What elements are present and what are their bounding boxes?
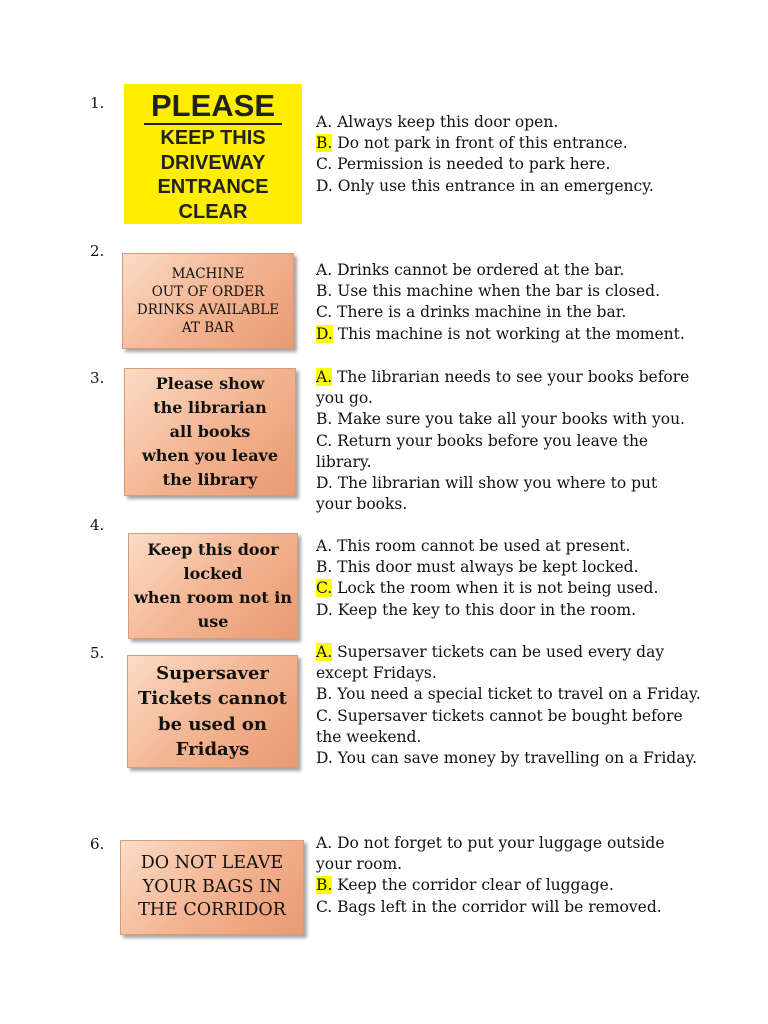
answer-option-b xyxy=(316,133,654,154)
question-number: 4. xyxy=(90,516,105,534)
answer-option-b xyxy=(316,684,701,705)
sign-driveway-clear xyxy=(124,84,302,224)
option-text: Do not park in front of this entrance. xyxy=(337,134,628,153)
question-number: 6. xyxy=(90,835,105,853)
answer-options xyxy=(316,536,658,621)
option-text: Keep the corridor clear of luggage. xyxy=(337,876,614,895)
option-letter: A. xyxy=(316,834,333,852)
option-text: This room cannot be used at present. xyxy=(337,537,631,555)
answer-options xyxy=(316,367,689,515)
question-number: 5. xyxy=(90,644,105,662)
sign-text: AT BAR xyxy=(181,320,235,336)
answer-option-a xyxy=(316,260,685,281)
sign-text: locked xyxy=(183,564,243,583)
option-letter: A. xyxy=(316,261,333,279)
sign-text: OUT OF ORDER xyxy=(151,284,265,300)
option-text: Use this machine when the bar is closed. xyxy=(337,282,661,301)
answer-option-b xyxy=(316,875,665,896)
option-letter: A. xyxy=(316,537,333,555)
sign-text: MACHINE xyxy=(171,266,245,282)
sign-text: the library xyxy=(162,470,258,489)
option-letter: B. xyxy=(316,685,333,704)
option-text: Return your books before you leave the xyxy=(337,431,649,450)
answer-options xyxy=(316,833,665,918)
answer-option-d xyxy=(316,473,689,494)
question-number: 1. xyxy=(90,94,105,112)
option-text: Do not forget to put your luggage outside xyxy=(337,834,665,852)
answer-options xyxy=(316,642,701,769)
sign-text: Supersaver xyxy=(156,662,269,684)
option-letter: C. xyxy=(316,897,333,916)
answer-option-d xyxy=(316,324,685,345)
sign-text: Please show xyxy=(155,374,265,393)
option-text: Supersaver tickets cannot be bought before xyxy=(337,706,683,725)
question-number: 2. xyxy=(90,242,105,260)
answer-option-a xyxy=(316,112,654,133)
option-letter: D. xyxy=(316,176,333,195)
answer-option-b xyxy=(316,409,689,430)
sign-text: PLEASE xyxy=(150,88,276,123)
sign-text: use xyxy=(197,612,229,631)
sign-text: Tickets cannot xyxy=(138,688,287,709)
option-text: This machine is not working at the moment. xyxy=(337,324,685,343)
answer-option-a xyxy=(316,367,689,388)
answer-options xyxy=(316,260,685,345)
sign-text: all books xyxy=(169,422,251,441)
option-letter-highlighted: A. xyxy=(316,643,333,661)
option-text-continued: you go. xyxy=(316,389,373,408)
option-letter: D. xyxy=(316,600,333,619)
option-text-continued: library. xyxy=(316,452,372,471)
option-text: Drinks cannot be ordered at the bar. xyxy=(337,261,625,279)
option-letter-highlighted: D. xyxy=(316,324,333,343)
option-text-continued: except Fridays. xyxy=(316,664,437,683)
sign-text: be used on xyxy=(158,713,267,735)
option-letter: C. xyxy=(316,706,333,725)
option-letter: C. xyxy=(316,303,333,322)
option-text: Always keep this door open. xyxy=(337,113,559,131)
answer-option-d xyxy=(316,176,654,197)
option-letter-highlighted: A. xyxy=(316,368,333,386)
sign-text: the librarian xyxy=(153,398,267,417)
option-text: Supersaver tickets can be used every day xyxy=(337,643,665,661)
answer-option-a xyxy=(316,833,665,854)
sign-keep-door-locked xyxy=(128,533,298,639)
option-text: The librarian will show you where to put xyxy=(337,474,658,493)
option-letter: C. xyxy=(316,155,333,174)
sign-text: when you leave xyxy=(141,446,279,465)
sign-text: THE CORRIDOR xyxy=(138,900,286,921)
option-text: Permission is needed to park here. xyxy=(337,155,611,174)
sign-text: Keep this door xyxy=(147,540,279,559)
option-text-continued: your room. xyxy=(316,855,403,874)
option-text: Only use this entrance in an emergency. xyxy=(337,176,654,195)
answer-option-c xyxy=(316,154,654,175)
answer-option-c xyxy=(316,302,685,323)
option-text: Bags left in the corridor will be removed. xyxy=(337,897,662,916)
option-text: Make sure you take all your books with you. xyxy=(337,410,685,429)
option-letter-highlighted: B. xyxy=(316,876,333,895)
option-letter: D. xyxy=(316,474,333,493)
answer-option-c xyxy=(316,897,665,918)
option-letter: B. xyxy=(316,282,333,301)
sign-text: CLEAR xyxy=(178,200,248,223)
sign-machine-out-of-order xyxy=(122,253,294,349)
option-text: You need a special ticket to travel on a Friday. xyxy=(337,685,701,704)
answer-option-c xyxy=(316,578,658,599)
answer-option-b xyxy=(316,281,685,302)
answer-option-c xyxy=(316,706,701,727)
question-number: 3. xyxy=(90,369,105,387)
option-letter: B. xyxy=(316,558,333,577)
option-letter: B. xyxy=(316,410,333,429)
sign-text: KEEP THIS xyxy=(160,127,266,149)
sign-text: when room not in xyxy=(133,588,293,607)
option-text: You can save money by travelling on a Friday. xyxy=(337,749,698,768)
option-letter: C. xyxy=(316,431,333,450)
option-text-continued: your books. xyxy=(316,495,408,514)
answer-option-a xyxy=(316,642,701,663)
answer-options xyxy=(316,112,654,197)
sign-supersaver-tickets xyxy=(127,655,298,768)
option-text: Keep the key to this door in the room. xyxy=(337,600,637,619)
option-letter: A. xyxy=(316,113,333,131)
option-letter-highlighted: C. xyxy=(316,579,333,598)
sign-library-books xyxy=(124,368,296,496)
sign-underline xyxy=(144,123,282,125)
sign-text: YOUR BAGS IN xyxy=(142,876,282,897)
sign-text: DRINKS AVAILABLE xyxy=(136,302,280,318)
option-text: Lock the room when it is not being used. xyxy=(337,579,659,598)
sign-text: Fridays xyxy=(175,739,250,760)
option-letter: D. xyxy=(316,749,333,768)
answer-option-b xyxy=(316,557,658,578)
option-text-continued: the weekend. xyxy=(316,727,422,746)
option-text: This door must always be kept locked. xyxy=(337,558,639,577)
sign-text: ENTRANCE xyxy=(157,176,269,198)
option-text: The librarian needs to see your books before xyxy=(337,368,690,386)
answer-option-c xyxy=(316,431,689,452)
option-text: There is a drinks machine in the bar. xyxy=(337,303,627,322)
sign-do-not-leave-bags xyxy=(120,840,304,935)
sign-text: DRIVEWAY xyxy=(160,151,266,174)
option-letter-highlighted: B. xyxy=(316,134,333,153)
answer-option-a xyxy=(316,536,658,557)
answer-option-d xyxy=(316,600,658,621)
answer-option-d xyxy=(316,748,701,769)
sign-text: DO NOT LEAVE xyxy=(140,853,284,874)
